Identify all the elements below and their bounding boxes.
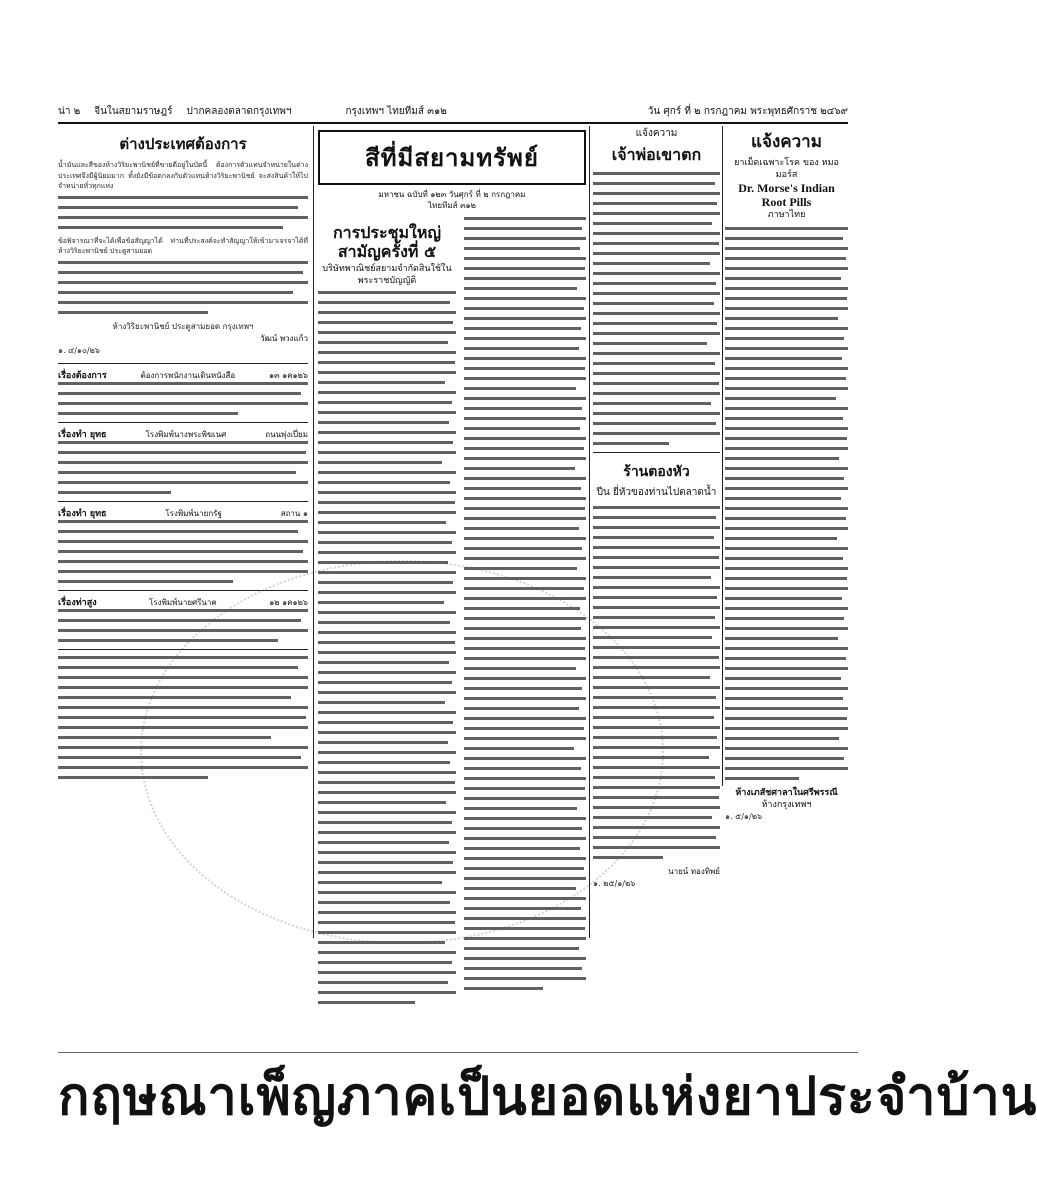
article-text-lines — [593, 172, 720, 445]
divider — [58, 422, 308, 423]
notice-text-lines — [58, 441, 308, 494]
masthead-title: สีที่มีสยามทรัพย์ — [318, 130, 586, 185]
notice-heading — [58, 370, 308, 382]
divider — [58, 363, 308, 364]
advert-label: ภาษาไทย — [767, 210, 806, 220]
meeting-article — [318, 217, 456, 1011]
article-text-lines — [58, 261, 308, 314]
notice-label: เรื่องท่าสูง — [58, 597, 97, 608]
notice-label: แจ้งความ — [635, 128, 678, 139]
store-name: ห้างเภสัชศาลาในศรีพรรณี — [735, 788, 838, 798]
signature-name: นายน์ ทองทิพย์ — [668, 867, 720, 876]
notice-heading — [58, 429, 308, 441]
shop-title: ร้านตองหัว — [623, 464, 690, 480]
notice-date: ถนนพุ่งเปี่ยม — [265, 429, 308, 439]
signature-line: ห้างวิริยะพานิชย์ ประตูสามยอด กรุงเทพฯ — [112, 321, 254, 331]
masthead-subtitle: ไทยทีมส์ ๓๑๒ — [428, 201, 476, 210]
article-text-lines — [58, 196, 308, 229]
article-text-lines — [464, 217, 586, 990]
divider — [58, 590, 308, 591]
notice-text-lines — [58, 520, 308, 583]
page-header — [58, 100, 848, 122]
article-text-lines — [58, 656, 308, 779]
date-note: ๑. ๔/๑๐/๒๖ — [58, 345, 100, 355]
article-text-lines — [593, 506, 720, 859]
column-1 — [58, 126, 308, 938]
meeting-title: การประชุมใหญ่สามัญครั้งที่ ๕ — [332, 223, 441, 261]
advert-title: แจ้งความ — [751, 132, 822, 152]
shop-subtitle: ปีน ยี่หัวของท่านไปตลาดน้ำ — [596, 487, 717, 498]
bottom-divider — [58, 1052, 858, 1053]
notice-heading — [58, 597, 308, 609]
column-2-body — [318, 217, 586, 1011]
meeting-note: บริษัทพาณิชย์สยามจำกัดสินใช้ในพระราชบัญญัติ — [322, 264, 452, 286]
notice-text: ต้องการพนักงานเดินหนังสือ — [140, 370, 236, 380]
column-4 — [725, 126, 848, 821]
notice-text-lines — [58, 382, 308, 415]
header-date: วัน ศุกร์ ที่ ๒ กรกฎาคม พระพุทธศักราช ๒๔๖๙ — [647, 105, 848, 117]
divider — [58, 649, 308, 650]
signature-name: วัฒน์ พวงแก้ว — [260, 333, 308, 343]
divider — [593, 452, 720, 453]
header-left-text: จีนในสยามราษฎร์ — [94, 105, 173, 117]
notice-label: เรื่องทำ ยุทธ — [58, 508, 107, 519]
article-paragraph: น้ำมันและสีของห้างวิริยะพานิชย์ที่ขายดีอยู่ในบัดนี้ ต้องการตัวแทนจำหน่ายในต่างประเทศจึงมีผู้นิยมมาก ทั้งยังมีข้อตกลงกับตัวแทนห้างวิริยะพานิชย์ จะส่งสินค้าให้ไปจำหน่ายทั่วทุกแห่ง — [58, 161, 308, 190]
meeting-article-continued — [464, 217, 586, 1011]
article-paragraph: ข้อพิจารณาที่จะได้เพื่อข้อสัญญาได้ ท่านที่ประสงค์จะทำสัญญาให้เข้ามาเจรจาได้ที่ห้างวิริยะพานิชย์ ประตูสามยอด — [58, 236, 308, 255]
column-3 — [593, 126, 720, 888]
header-center-text: ปากคลองตลาดกรุงเทพฯ — [186, 105, 292, 117]
notice-heading — [58, 508, 308, 520]
advert-subtitle: ยาเม็ดเฉพาะโรค ของ หมอมอร์ส — [734, 158, 839, 180]
page-number: น่า ๒ — [58, 105, 81, 117]
date-note: ๑. ๒๕/๑/๒๖ — [593, 879, 636, 888]
notice-label: เรื่องทำ ยุทธ — [58, 429, 107, 440]
footer-slogan: กฤษณาเพ็ญภาคเป็นยอดแห่งยาประจำบ้าน — [58, 1066, 1037, 1127]
notice-text: โรงพิมพ์นายศรีนาค — [149, 597, 217, 607]
notice-text: โรงพิมพ์นางพระพิฆเนศ — [145, 429, 227, 439]
column-divider — [722, 126, 723, 786]
column-2 — [318, 126, 586, 938]
notice-text-lines — [58, 609, 308, 642]
divider — [58, 501, 308, 502]
notice-date: ๑๓ ๑ค๑๒๖ — [269, 370, 308, 380]
notice-text: โรงพิมพ์นายกรัฐ — [165, 508, 222, 518]
notice-title: เจ้าพ่อเขาตก — [611, 145, 702, 164]
notice-date: สถาน ๑ — [280, 508, 308, 518]
advert-english-title: Dr. Morse's Indian Root Pills — [738, 181, 835, 209]
masthead-subtitle: มหาชน ฉบับที่ ๑๒๓ วันศุกร์ ที่ ๒ กรกฎาคม — [378, 190, 526, 199]
article-title: ต่างประเทศต้องการ — [119, 135, 247, 153]
column-divider — [589, 126, 590, 938]
article-text-lines — [725, 227, 848, 780]
header-divider — [58, 122, 848, 124]
store-address: ห้างกรุงเทพฯ — [761, 800, 812, 810]
paper-name: กรุงเทพฯ ไทยทีมส์ ๓๑๒ — [345, 105, 447, 117]
notice-date: ๑๒ ๑ค๑๒๖ — [269, 597, 308, 607]
column-divider — [313, 126, 314, 938]
date-note: ๑. ๕/๑/๒๖ — [725, 812, 763, 821]
article-text-lines — [318, 291, 456, 1004]
notice-label: เรื่องต้องการ — [58, 370, 107, 381]
